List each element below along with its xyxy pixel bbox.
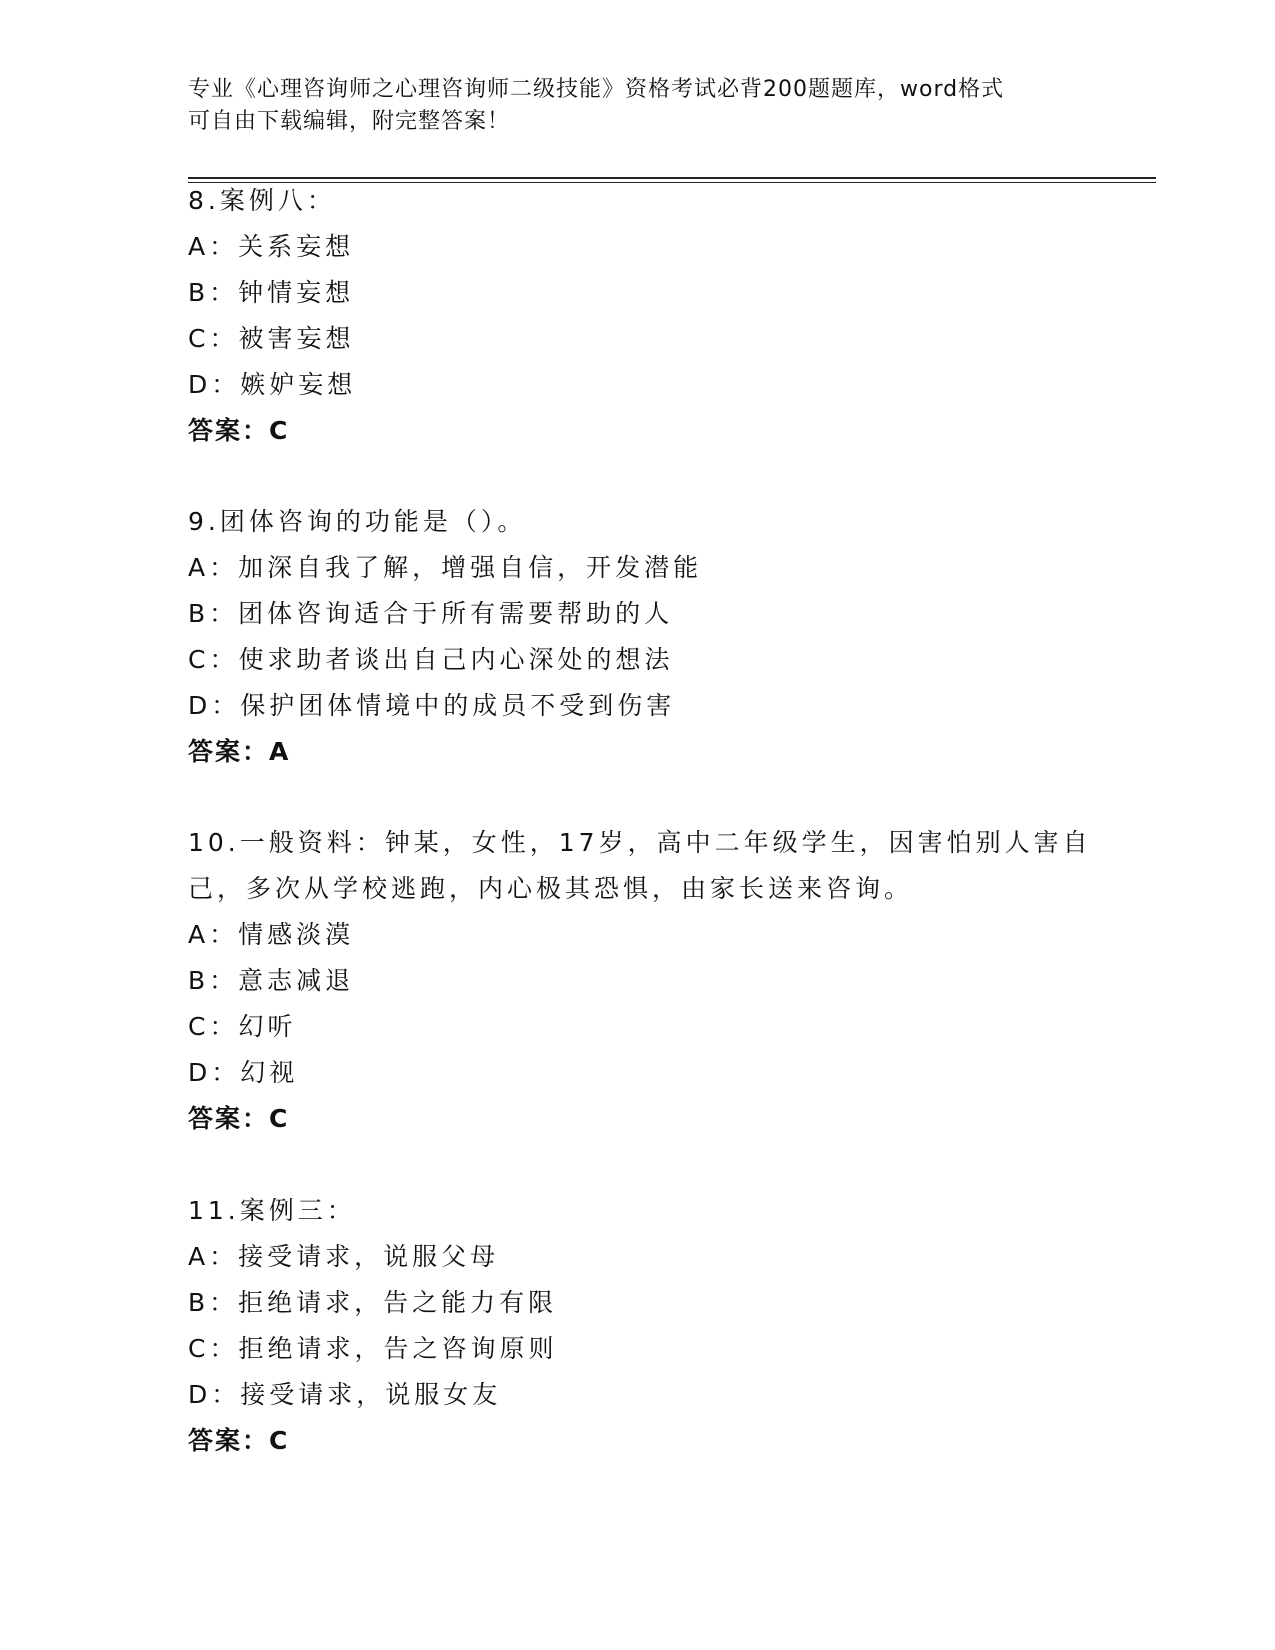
option-a: A：加深自我了解，增强自信，开发潜能 (188, 553, 703, 582)
option-d: D：接受请求，说服女友 (188, 1380, 502, 1409)
option-b: B：钟情妄想 (188, 278, 355, 307)
option-c: C：拒绝请求，告之咨询原则 (188, 1334, 558, 1363)
question-8 (188, 178, 1108, 454)
option-b: B：意志减退 (188, 966, 355, 995)
option-d: D：保护团体情境中的成员不受到伤害 (188, 691, 676, 720)
answer: 答案：A (188, 737, 291, 766)
document-header (188, 74, 1088, 138)
question-stem: 11.案例三： (188, 1196, 356, 1225)
header-line-1: 专业《心理咨询师之心理咨询师二级技能》资格考试必背200题题库，word格式 (188, 77, 1005, 102)
question-stem: 8.案例八： (188, 186, 336, 215)
option-d: D：幻视 (188, 1058, 299, 1087)
answer: 答案：C (188, 1426, 290, 1455)
option-d: D：嫉妒妄想 (188, 370, 357, 399)
option-c: C：被害妄想 (188, 324, 355, 353)
question-stem-line-2: 己，多次从学校逃跑，内心极其恐惧，由家长送来咨询。 (188, 874, 914, 903)
option-a: A：接受请求，说服父母 (188, 1242, 500, 1271)
question-11 (188, 1188, 1108, 1464)
question-stem: 9.团体咨询的功能是（）。 (188, 507, 527, 536)
option-b: B：团体咨询适合于所有需要帮助的人 (188, 599, 674, 628)
question-stem-line-1: 10.一般资料：钟某，女性，17岁，高中二年级学生，因害怕别人害自 (188, 828, 1092, 857)
answer: 答案：C (188, 416, 290, 445)
question-10 (188, 820, 1108, 1142)
option-c: C：幻听 (188, 1012, 297, 1041)
answer: 答案：C (188, 1104, 290, 1133)
option-a: A：关系妄想 (188, 232, 355, 261)
header-line-2: 可自由下载编辑，附完整答案！ (188, 109, 511, 134)
option-c: C：使求助者谈出自己内心深处的想法 (188, 645, 674, 674)
option-b: B：拒绝请求，告之能力有限 (188, 1288, 558, 1317)
option-a: A：情感淡漠 (188, 920, 355, 949)
question-9 (188, 499, 1108, 775)
